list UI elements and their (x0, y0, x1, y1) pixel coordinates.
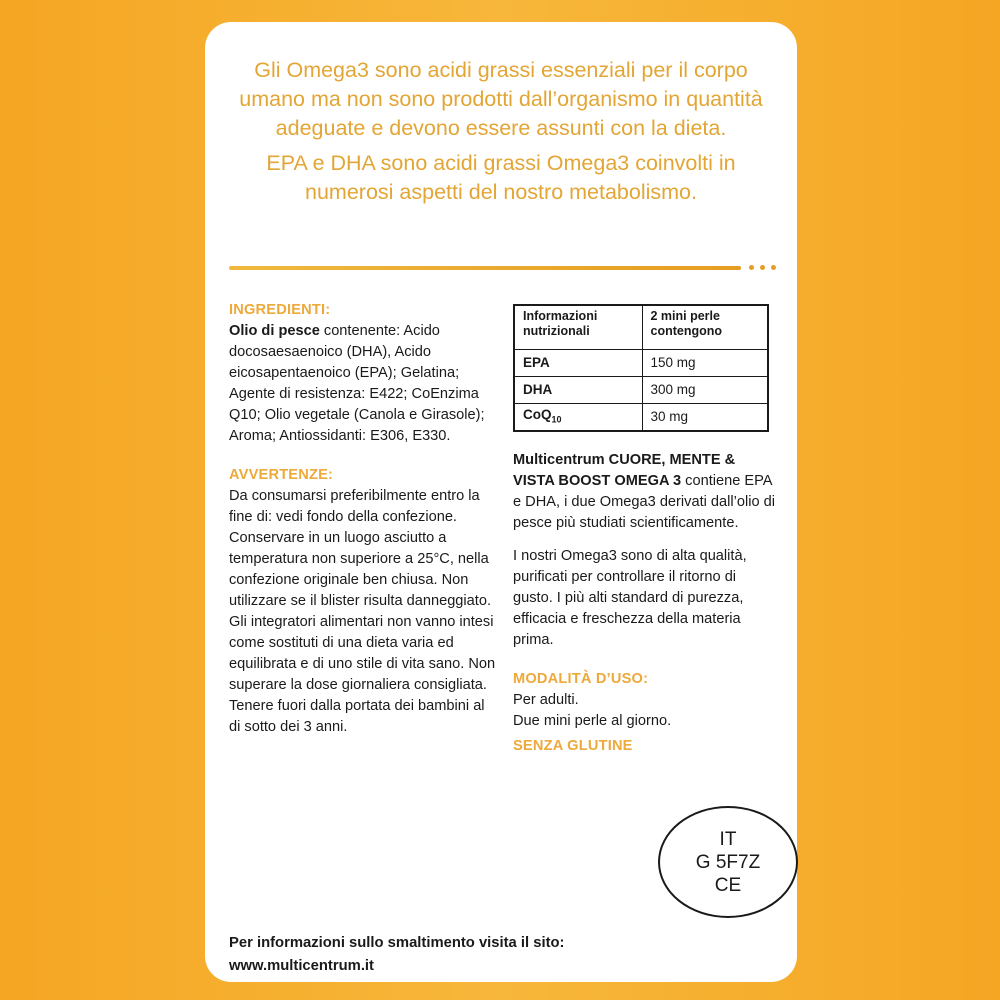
ingredients-lead: Olio di pesce (229, 323, 320, 339)
product-name: Multicentrum CUORE, MENTE & VISTA BOOST OMEGA 3 (513, 452, 736, 490)
stamp-ce: CE (714, 874, 742, 896)
stamp-code: G 5F7Z (695, 851, 761, 873)
nutrient-name-coq: CoQ$_{10}$ (514, 403, 642, 431)
nutrient-value: 150 mg (642, 349, 768, 376)
nutrition-table-header (514, 305, 768, 349)
table-row (514, 403, 768, 431)
table-row (514, 349, 768, 376)
label-card (205, 22, 797, 982)
usage-line-dose: Due mini perle al giorno. (513, 713, 672, 730)
footer-website-link[interactable]: www.multicentrum.it (229, 958, 374, 974)
quality-text: I nostri Omega3 sono di alta qualità, purificati per controllare il ritorno di gusto. I più alti standard di purezza, efficacia e freschezza della materia prima. (513, 548, 747, 649)
gluten-free-label: SENZA GLUTINE (513, 738, 633, 755)
warnings-heading: AVVERTENZE: (229, 467, 334, 483)
right-column (513, 304, 777, 757)
intro-text (235, 56, 767, 207)
product-description-body: contiene EPA e DHA, i due Omega3 derivati dall’olio di pesce più studiati scientificamente. (513, 473, 776, 532)
footer (229, 932, 769, 978)
divider-dots (749, 265, 776, 270)
section-divider (229, 266, 741, 270)
intro-paragraph-epa-dha: EPA e DHA sono acidi grassi Omega3 coinvolti in numerosi aspetti del nostro metabolismo. (266, 151, 736, 204)
ingredients-body: contenente: Acido docosaesaenoico (DHA), Acido eicosapentaenoico (EPA); Gelatina; Agente di resistenza: E422; CoEnzima Q10; Olio vegetale (Canola e Girasole); Aroma; Antiossidanti: E306, E330. (229, 323, 485, 444)
product-description (513, 450, 777, 534)
usage-heading: MODALITÀ D’USO: (513, 671, 649, 688)
nutrition-table (513, 304, 769, 432)
intro-paragraph-omega3: Gli Omega3 sono acidi grassi essenziali per il corpo umano ma non sono prodotti dall’organismo in quantità adeguate e devono essere assunti con la dieta. (239, 58, 763, 140)
nutrient-name: DHA (514, 376, 642, 403)
oval-stamp (658, 806, 798, 918)
stamp-country: IT (719, 828, 737, 850)
nutrition-header-dose: 2 mini perle contengono (642, 305, 768, 349)
ingredients-text (229, 321, 499, 447)
ingredients-heading: INGREDIENTI: (229, 302, 331, 318)
nutrition-header-info: Informazioni nutrizionali (514, 305, 642, 349)
footer-disposal-text: Per informazioni sullo smaltimento visita il sito: (229, 935, 565, 951)
usage-line-adults: Per adulti. (513, 692, 579, 709)
nutrient-value: 30 mg (642, 403, 768, 431)
left-column (229, 300, 499, 738)
nutrient-name: EPA (514, 349, 642, 376)
table-row (514, 376, 768, 403)
nutrient-value: 300 mg (642, 376, 768, 403)
warnings-text: Da consumarsi preferibilmente entro la fine di: vedi fondo della confezione. Conservare in un luogo asciutto a temperatura non superiore a 25°C, nella confezione originale ben chiusa. Non utilizzare se il blister risulta danneggiato. Gli integratori alimentari non vanno intesi come sostituti di una dieta varia ed equilibrata e di uno stile di vita sano. Non superare la dose giornaliera consigliata. Tenere fuori dalla portata dei bambini al di sotto dei 3 anni. (229, 488, 496, 735)
